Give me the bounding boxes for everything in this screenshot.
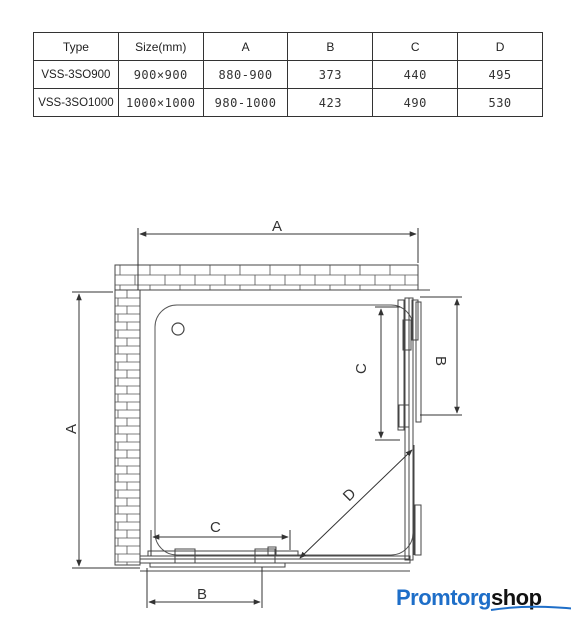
header-c: C: [373, 33, 458, 61]
dimension-d-label: D: [339, 485, 360, 505]
logo-part1: Promtorg: [396, 585, 491, 610]
dimension-b-right-label: B: [432, 356, 449, 367]
cell-a: 980-1000: [203, 89, 288, 117]
cell-a: 880-900: [203, 61, 288, 89]
dimension-a-top-label: A: [272, 218, 283, 235]
cell-b: 423: [288, 89, 373, 117]
logo-part2: shop: [491, 585, 542, 610]
dimension-c-right: [375, 307, 400, 440]
dimension-b-bottom-label: B: [197, 586, 208, 603]
cell-type: VSS-3SO1000: [34, 89, 119, 117]
drain-icon: [172, 323, 184, 335]
cell-size: 1000×1000: [118, 89, 203, 117]
header-a: A: [203, 33, 288, 61]
header-size: Size(mm): [118, 33, 203, 61]
left-brick-wall: [115, 290, 140, 565]
header-d: D: [458, 33, 543, 61]
cell-b: 373: [288, 61, 373, 89]
top-brick-wall: [115, 265, 418, 290]
promtorgshop-logo: [396, 585, 542, 611]
header-b: B: [288, 33, 373, 61]
cell-c: 440: [373, 61, 458, 89]
dimension-c-bottom-label: C: [210, 519, 221, 536]
cell-d: 530: [458, 89, 543, 117]
dimension-d-line: [300, 450, 412, 558]
logo-swoosh-icon: [489, 605, 571, 613]
header-type: Type: [34, 33, 119, 61]
dimension-c-right-label: C: [353, 363, 370, 374]
shower-tray: [155, 305, 413, 555]
cell-type: VSS-3SO900: [34, 61, 119, 89]
bottom-glass-panel: [140, 547, 410, 571]
right-glass-panel: [398, 298, 421, 560]
cell-size: 900×900: [118, 61, 203, 89]
dimension-a-left-label: A: [63, 423, 80, 434]
cell-d: 495: [458, 61, 543, 89]
cell-c: 490: [373, 89, 458, 117]
